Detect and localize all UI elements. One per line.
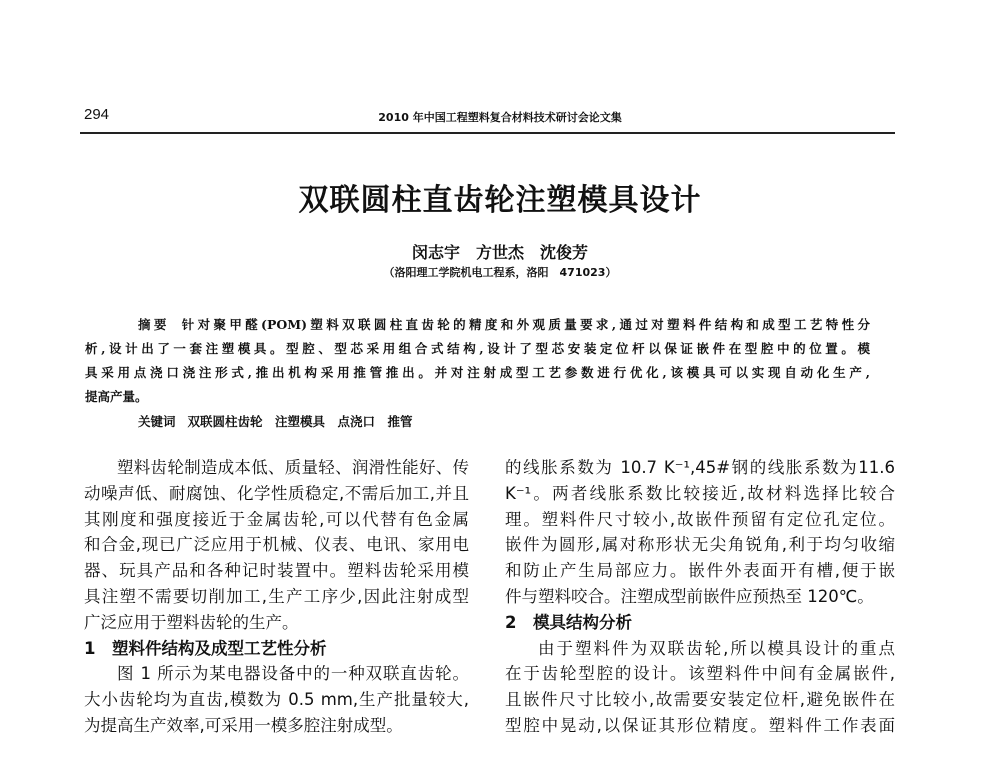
- body-line: 和防止产生局部应力。嵌件外表面开有槽,便于嵌: [505, 561, 895, 581]
- abstract-text: 针对聚甲醛(POM)塑料双联圆柱直齿轮的精度和外观质量要求,通过对塑料件结构和成型工艺特性分: [181, 317, 870, 332]
- body-line: 和合金,现已广泛应用于机械、仪表、电讯、家用电: [84, 535, 469, 555]
- body-line: K⁻¹。两者线胀系数比较接近,故材料选择比较合: [505, 483, 895, 503]
- header-rule: [80, 132, 895, 134]
- body-line: 为提高生产效率,可采用一模多腔注射成型。: [84, 715, 403, 735]
- right-column: [505, 455, 895, 739]
- paper-title: 双联圆柱直齿轮注塑模具设计: [298, 183, 702, 218]
- body-line: 型腔中晃动,以保证其形位精度。塑料件工作表面: [505, 715, 895, 735]
- body-line: 图 1 所示为某电器设备中的一种双联直齿轮。: [117, 664, 469, 684]
- abstract-line: [138, 313, 870, 337]
- body-line: 的线胀系数为 10.7 K⁻¹,45#钢的线胀系数为11.6: [505, 458, 895, 477]
- keywords-line: [138, 410, 923, 434]
- running-header: 2010 年中国工程塑料复合材料技术研讨会论文集: [378, 111, 622, 124]
- body-line: 具注塑不需要切削加工,生产工序少,因此注射成型: [84, 586, 469, 606]
- body-line: 在于齿轮型腔的设计。该塑料件中间有金属嵌件,: [505, 664, 895, 684]
- abstract-line: 具采用点浇口浇注形式,推出机构采用推管推出。并对注射成型工艺参数进行优化,该模具可以实现自动化生产,: [85, 365, 870, 380]
- body-line: 动噪声低、耐腐蚀、化学性质稳定,不需后加工,并且: [84, 483, 469, 503]
- authors: 闵志宇 方世杰 沈俊芳: [411, 243, 588, 262]
- body-line: 由于塑料件为双联齿轮,所以模具设计的重点: [538, 638, 895, 658]
- abstract-line: 提高产量。: [85, 389, 148, 404]
- keywords: 双联圆柱齿轮 注塑模具 点浇口 推管: [187, 414, 413, 429]
- body-line: 大小齿轮均为直齿,模数为 0.5 mm,生产批量较大,: [84, 690, 469, 710]
- affiliation: （洛阳理工学院机电工程系，洛阳 471023）: [383, 266, 617, 279]
- body-line: 且嵌件尺寸比较小,故需要安装定位杆,避免嵌件在: [505, 690, 895, 710]
- left-column: [84, 455, 469, 739]
- body-line: 嵌件为圆形,属对称形状无尖角锐角,利于均匀收缩: [505, 535, 895, 555]
- body-line: 2 模具结构分析: [505, 612, 632, 632]
- body-line: 1 塑料件结构及成型工艺性分析: [84, 638, 327, 658]
- body-line: 器、玩具产品和各种记时装置中。塑料齿轮采用模: [84, 561, 469, 581]
- body-line: 件与塑料咬合。注塑成型前嵌件应预热至 120℃。: [505, 586, 874, 606]
- body-line: 理。塑料件尺寸较小,故嵌件预留有定位孔定位。: [505, 509, 895, 529]
- keywords-label: 关键词: [138, 414, 176, 429]
- body-line: 塑料齿轮制造成本低、质量轻、润滑性能好、传: [117, 458, 469, 477]
- abstract-label: 摘要: [138, 317, 170, 332]
- page-number: 294: [84, 106, 110, 123]
- body-line: 其刚度和强度接近于金属齿轮,可以代替有色金属: [84, 509, 469, 529]
- abstract-line: 析,设计出了一套注塑模具。型腔、型芯采用组合式结构,设计了型芯安装定位杆以保证嵌件在型腔中的位置。模: [85, 341, 870, 356]
- body-line: 广泛应用于塑料齿轮的生产。: [84, 612, 299, 632]
